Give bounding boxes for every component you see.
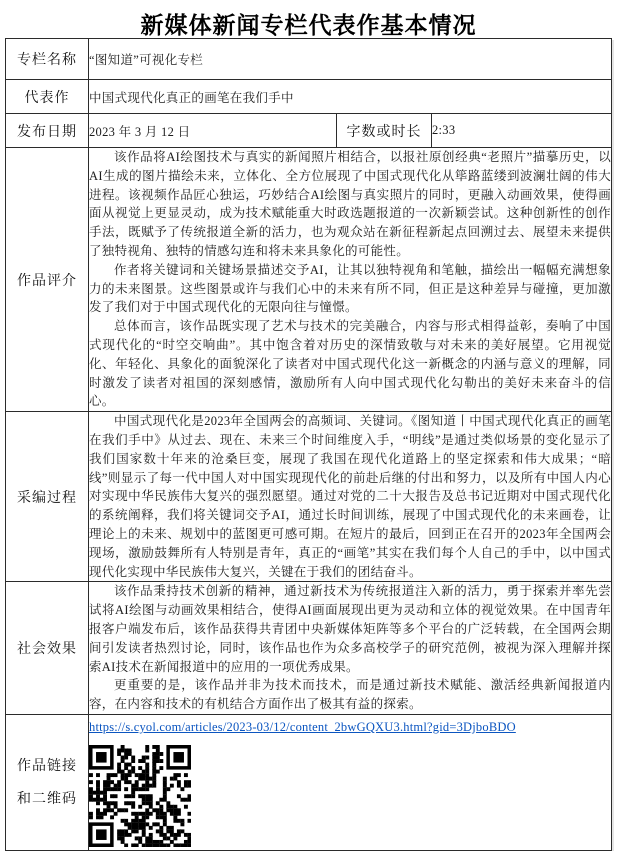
info-table — [5, 38, 612, 851]
table-row — [6, 80, 612, 114]
table-row — [6, 714, 612, 850]
editing-process-content — [89, 412, 612, 582]
review-paragraph: 作者将关键词和关键场景描述交予AI，让其以独特视角和笔触，描绘出一幅幅充满想象力的未来图景。这些图景或许与我们心中的未来有所不同，但正是这种差异与碰撞，更加激发了我们对于中国式现代化的无限向往与憧憬。 — [89, 262, 611, 315]
table-row — [6, 148, 612, 412]
social-effect-label: 社会效果 — [6, 582, 89, 715]
link-qr-label — [6, 714, 89, 850]
duration-value: 2:33 — [431, 114, 611, 148]
representative-work-label: 代表作 — [6, 80, 89, 114]
social-effect-paragraph: 更重要的是，该作品并非为技术而技术，而是通过新技术赋能、激活经典新闻报道内容，在内容和技术的有机结合方面作出了极其有益的探索。 — [89, 678, 611, 712]
link-qr-content — [89, 714, 612, 850]
publish-date-value: 2023 年 3 月 12 日 — [89, 114, 337, 148]
duration-label: 字数或时长 — [336, 114, 431, 148]
editing-process-label: 采编过程 — [6, 412, 89, 582]
publish-date-label: 发布日期 — [6, 114, 89, 148]
editing-process-paragraph: 中国式现代化是2023年全国两会的高频词、关键词。《图知道丨中国式现代化真正的画笔在我们手中》从过去、现在、未来三个时间维度入手，“明线”是通过类似场景的变化显示了我们国家数十年来的沧桑巨变，展现了我国在现代化道路上的坚定探索和伟大成果；“暗线”则显示了每一代中国人对中国实现现代化的前赴后继的付出和努力，以及所有中国人内心对实现中华民族伟大复兴的强烈愿望。通过对党的二十大报告及总书记近期对中国式现代化的系统阐释，我们将关键词交予AI，通过长时间训练，展现了中国式现代化的未来画卷，让理论上的未来、规划中的蓝图更可感可期。在短片的最后，回到正在召开的2023年全国两会现场，激励鼓舞所有人特别是青年，真正的“画笔”其实在我们每个人自己的手中，以中国式现代化实现中华民族伟大复兴，关键在于我们的团结奋斗。 — [89, 414, 611, 579]
qr-code — [89, 745, 191, 847]
table-row — [6, 114, 612, 148]
review-content — [89, 148, 612, 412]
review-paragraph: 该作品将AI绘图技术与真实的新闻照片相结合，以报社原创经典“老照片”描摹历史，以AI生成的图片描绘未来，立体化、全方位展现了中国式现代化从筚路蓝缕到波澜壮阔的伟大进程。该视频作品匠心独运，巧妙结合AI绘图与真实照片的同时，更融入动画效果，使得画面从视觉上更显灵动，成为技术赋能重大时政选题报道的一次新颖尝试。这种创新性的创作手法，既赋予了传统报道全新的活力，也为观众站在新征程新起点回溯过去、展望未来提供了独特视角、独特的情感勾连和将未来具象化的可能性。 — [89, 150, 611, 258]
social-effect-paragraph: 该作品秉持技术创新的精神，通过新技术为传统报道注入新的活力，勇于探索并率先尝试将AI绘图与动画效果相结合，使得AI画面展现出更为灵动和立体的视觉效果。在中国青年报客户端发布后，该作品获得共青团中央新媒体矩阵等多个平台的广泛转载，在全国两会期间引发读者热烈讨论，同时，该作品也作为众多高校学子的研究范例，被视为深入理解并探索AI技术在新闻报道中的应用的一项优秀成果。 — [89, 584, 611, 674]
review-label: 作品评介 — [6, 148, 89, 412]
social-effect-content — [89, 582, 612, 715]
link-qr-label-line2: 和二维码 — [17, 790, 77, 807]
table-row — [6, 412, 612, 582]
column-name-value: “图知道”可视化专栏 — [89, 39, 612, 80]
table-row — [6, 582, 612, 715]
link-qr-label-line1: 作品链接 — [17, 756, 77, 773]
column-name-label: 专栏名称 — [6, 39, 89, 80]
page-title: 新媒体新闻专栏代表作基本情况 — [140, 12, 477, 38]
review-paragraph: 总体而言，该作品既实现了艺术与技术的完美融合，内容与形式相得益彰，奏响了中国式现代化的“时空交响曲”。其中饱含着对历史的深情致敬与对未来的美好展望。它用视觉化、年轻化、具象化的面貌深化了读者对中国式现代化这一新概念的内涵与意义的理解，同时激发了读者对祖国的深刻感情，激励所有人向中国式现代化勾勒出的美好未来奋斗的信心。 — [89, 319, 611, 409]
table-row — [6, 39, 612, 80]
article-link[interactable]: https://s.cyol.com/articles/2023-03/12/content_2bwGQXU3.html?gid=3DjboBDO — [89, 719, 516, 734]
representative-work-value: 中国式现代化真正的画笔在我们手中 — [89, 80, 612, 114]
